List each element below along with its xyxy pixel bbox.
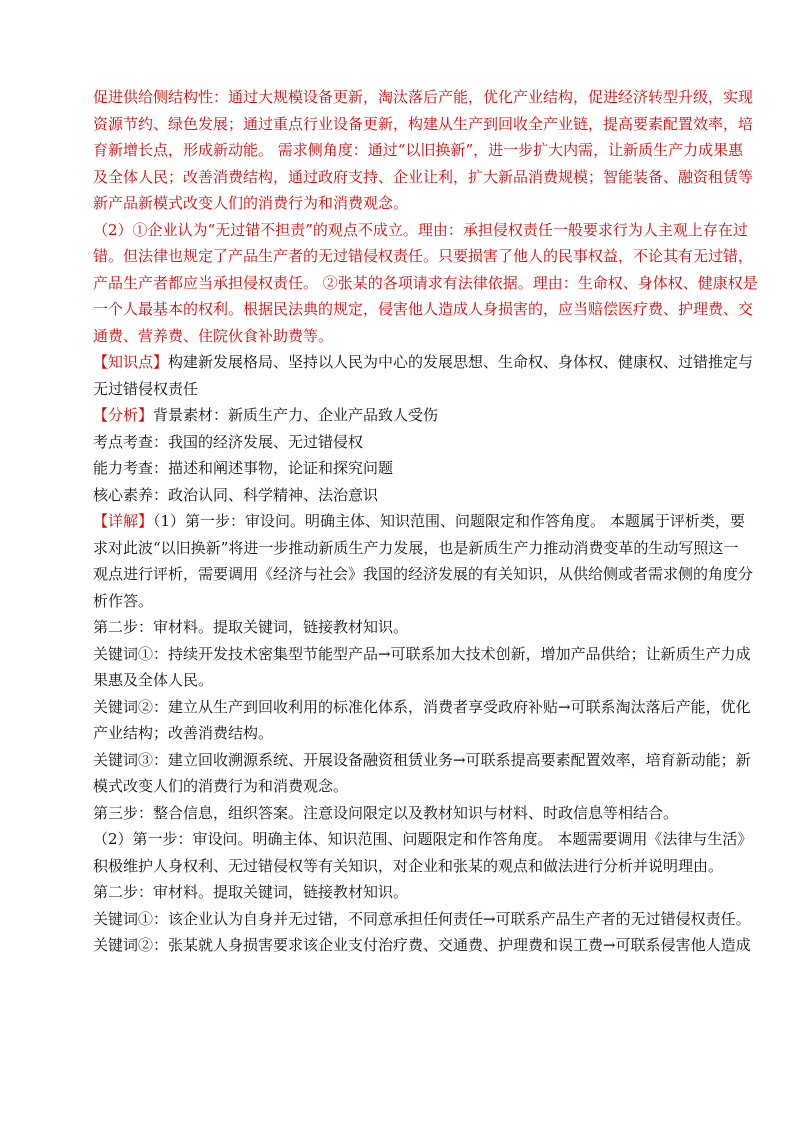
detail-line: 关键词②：张某就人身损害要求该企业支付治疗费、交通费、护理费和误工费→可联系侵害他人造成 <box>93 936 751 954</box>
detail-section <box>93 508 745 535</box>
detail-line: 积极维护人身权利、无过错侵权等有关知识，对企业和张某的观点和做法进行分析并说明理由。 <box>93 856 724 875</box>
analysis-tag: 【分析】 <box>93 406 154 424</box>
detail-line: 关键词①：持续开发技术密集型节能型产品→可联系加大技术创新，增加产品供给；让新质生产力成 <box>93 644 751 663</box>
answer-line: 育新增长点，形成新动能。 需求侧角度：通过“以旧换新”，进一步扩大内需，让新质生产力成果惠 <box>93 141 744 159</box>
answer-line: 产品生产者都应当承担侵权责任。 ②张某的各项请求有法律依据。理由：生命权、身体权、健康权是 <box>93 273 758 292</box>
knowledge-text: 构建新发展格局、坚持以人民为中心的发展思想、生命权、身体权、健康权、过错推定与 <box>168 353 754 371</box>
detail-line: 观点进行评析，需要调用《经济与社会》我国的经济发展的有关知识，从供给侧或者需求侧的角度分 <box>93 565 754 583</box>
knowledge-tag: 【知识点】 <box>93 353 169 371</box>
answer-line: （2）①企业认为“无过错不担责”的观点不成立。理由：承担侵权责任一般要求行为人主观上存在过 <box>93 220 748 239</box>
info-line: 核心素养：政治认同、科学精神、法治意识 <box>93 485 379 504</box>
detail-line: 求对此波“以旧换新”将进一步推动新质生产力发展，也是新质生产力推动消费变革的生动写照这一 <box>93 538 739 557</box>
answer-line: 资源节约、绿色发展；通过重点行业设备更新，构建从生产到回收全产业链，提高要素配置效率，培 <box>93 114 754 133</box>
detail-line: 关键词②：建立从生产到回收利用的标准化体系，消费者享受政府补贴→可联系淘汰落后产能，优化 <box>93 697 751 716</box>
document-page <box>93 84 758 959</box>
detail-tag: 【详解】 <box>93 512 154 530</box>
answer-line: 及全体人民；改善消费结构，通过政府支持、企业让利，扩大新品消费规模；智能装备、融资租赁等 <box>93 167 754 186</box>
detail-line: 第三步：整合信息，组织答案。注意设问限定以及教材知识与材料、时政信息等相结合。 <box>93 803 679 822</box>
detail-line: 析作答。 <box>93 591 154 610</box>
detail-line: 果惠及全体人民。 <box>93 671 214 689</box>
answer-line: 错。但法律也规定了产品生产者的无过错侵权责任。只要损害了他人的民事权益，不论其有无过错， <box>93 247 754 265</box>
knowledge-section <box>93 349 754 376</box>
detail-line: （2）第一步：审设问。明确主体、知识范围、问题限定和作答角度。 本题需要调用《法律与生活》 <box>93 830 753 848</box>
detail-line: 关键词③：建立回收溯源系统、开展设备融资租赁业务→可联系提高要素配置效率，培育新动能；新 <box>93 750 751 769</box>
detail-text: （1）第一步：审设问。明确主体、知识范围、问题限定和作答角度。 本题属于评析类，要 <box>153 512 745 530</box>
info-line: 能力考查：描述和阐述事物，论证和探究问题 <box>93 459 394 477</box>
analysis-section <box>93 402 713 429</box>
detail-line: 第二步：审材料。提取关键词，链接教材知识。 <box>93 883 409 901</box>
info-line: 考点考查：我国的经济发展、无过错侵权 <box>93 432 364 451</box>
detail-line: 关键词①：该企业认为自身并无过错，不同意承担任何责任→可联系产品生产者的无过错侵权责任。 <box>93 909 751 928</box>
answer-line: 一个人最基本的权利。根据民法典的规定，侵害他人造成人身损害的，应当赔偿医疗费、护理费、交 <box>93 300 754 318</box>
answer-line: 通费、营养费、住院伙食补助费等。 <box>93 326 334 345</box>
detail-line: 模式改变人们的消费行为和消费观念。 <box>93 777 349 795</box>
detail-line: 产业结构；改善消费结构。 <box>93 724 274 742</box>
answer-line: 促进供给侧结构性：通过大规模设备更新，淘汰落后产能，优化产业结构，促进经济转型升级，实现 <box>93 88 754 106</box>
detail-line: 第二步：审材料。提取关键词，链接教材知识。 <box>93 618 409 636</box>
analysis-text: 背景素材：新质生产力、企业产品致人受伤 <box>153 406 439 424</box>
answer-line: 新产品新模式改变人们的消费行为和消费观念。 <box>93 194 409 212</box>
knowledge-text-continued: 无过错侵权责任 <box>93 379 199 398</box>
